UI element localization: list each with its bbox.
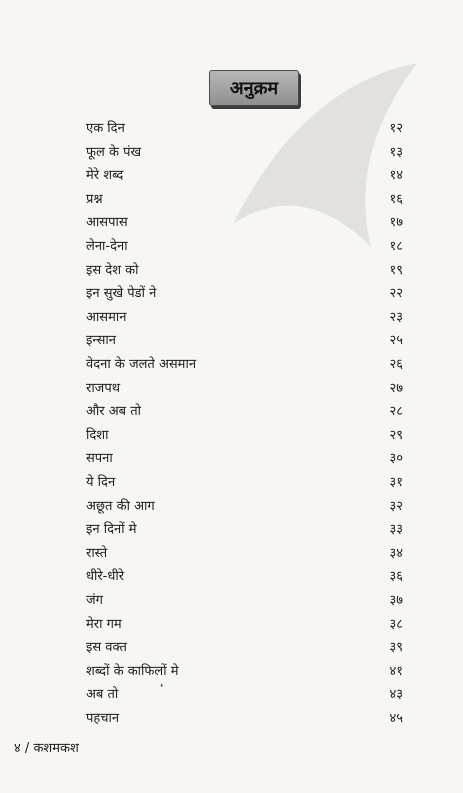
toc-entry-title: आसमान (86, 309, 127, 325)
toc-entry-title: एक दिन (86, 121, 125, 136)
toc-entry-page: १९ (389, 262, 403, 278)
toc-entry (0, 566, 463, 588)
toc-entry-page: २२ (389, 286, 403, 302)
toc-entry (0, 614, 463, 636)
toc-entry-page: १३ (389, 144, 403, 160)
toc-entry (0, 236, 463, 258)
toc-entry (0, 330, 463, 352)
toc-entry-title: लेना-देना (86, 239, 128, 254)
toc-entry (0, 543, 463, 565)
toc-entry-title: मेरे शब्द (86, 168, 124, 184)
toc-entry-page: ४३ (389, 687, 403, 703)
toc-entry (0, 661, 463, 683)
toc-entry (0, 307, 463, 329)
toc-entry-page: ३२ (389, 498, 403, 514)
toc-entry-title: और अब तो (86, 404, 142, 420)
toc-entry (0, 142, 463, 164)
toc-entry (0, 708, 463, 730)
toc-entry-page: १६ (389, 191, 403, 207)
toc-entry-page: ३६ (389, 569, 403, 585)
toc-entry (0, 118, 463, 140)
toc-entry (0, 401, 463, 423)
toc-entry-title: मेरा गम (86, 616, 122, 632)
toc-entry-title: प्रश्न (86, 191, 103, 207)
toc-entry (0, 165, 463, 187)
toc-entry-title: इन दिनों मे (86, 522, 137, 538)
ink-speck-mark: ❛ (160, 683, 163, 693)
toc-entry-page: २५ (389, 333, 403, 349)
toc-entry-title: रास्ते (86, 545, 108, 561)
toc-entry-page: ३८ (389, 616, 403, 632)
toc-entry-title: इस देश को (86, 262, 139, 278)
toc-entry-title: दिशा (86, 427, 109, 443)
toc-entry-title: जंग (86, 593, 103, 608)
toc-entry (0, 260, 463, 282)
toc-entry-page: १७ (389, 215, 403, 231)
toc-entry (0, 519, 463, 541)
toc-entry-page: ४१ (389, 663, 403, 679)
toc-entry-page: ३० (389, 451, 403, 467)
toc-entry (0, 189, 463, 211)
toc-entry (0, 448, 463, 470)
toc-entry-title: अब तो (86, 687, 119, 703)
toc-heading-badge (209, 70, 299, 106)
toc-entry-title: इस वक्त (86, 640, 127, 656)
toc-entry-title: शब्दों के काफिलों मे (86, 663, 179, 679)
toc-entry-title: राजपथ (86, 380, 121, 396)
toc-entry-page: ३१ (389, 475, 403, 490)
toc-entry-title: इन सुखे पेडों ने (86, 286, 157, 302)
toc-entry-title: इन्सान (86, 333, 116, 349)
toc-entry-title: अछूत की आग (86, 498, 155, 514)
toc-entry-title: आसपास (86, 215, 128, 231)
toc-entry (0, 212, 463, 234)
toc-entry-page: ३७ (389, 593, 403, 608)
toc-entry (0, 684, 463, 706)
toc-entry (0, 590, 463, 612)
toc-entry-title: वेदना के जलते असमान (86, 357, 197, 372)
toc-entry-title: पहचान (86, 711, 120, 726)
toc-entry-page: ३४ (389, 545, 403, 561)
toc-entry-page: २७ (389, 380, 403, 396)
toc-entry-page: २३ (389, 309, 403, 325)
toc-entry (0, 637, 463, 659)
toc-entry (0, 496, 463, 518)
page-footer (14, 738, 79, 756)
footer-book-title: कशमकश (33, 741, 79, 756)
toc-entry-title: सपना (86, 451, 113, 467)
toc-entry (0, 425, 463, 447)
toc-entry-page: ३९ (389, 640, 403, 656)
toc-entry (0, 378, 463, 400)
toc-entry-page: ३३ (389, 522, 403, 538)
toc-entry-page: १८ (389, 239, 403, 254)
footer-separator: / (24, 741, 30, 756)
toc-entry (0, 472, 463, 494)
toc-entry-title: ये दिन (86, 475, 116, 490)
toc-entry (0, 283, 463, 305)
toc-entry-title: फूल के पंख (86, 144, 142, 160)
toc-entry-page: २६ (389, 357, 403, 372)
toc-entry-page: १४ (389, 168, 403, 184)
toc-entry-page: २८ (389, 404, 403, 420)
footer-page-number: ४ (14, 741, 21, 756)
toc-heading: अनुक्रम (229, 78, 279, 99)
toc-entry (0, 354, 463, 376)
toc-entry-page: ४५ (389, 711, 403, 726)
toc-entry-page: १२ (389, 121, 403, 136)
toc-entry-title: धीरे-धीरे (86, 569, 125, 585)
toc-entry-page: २९ (389, 427, 403, 443)
